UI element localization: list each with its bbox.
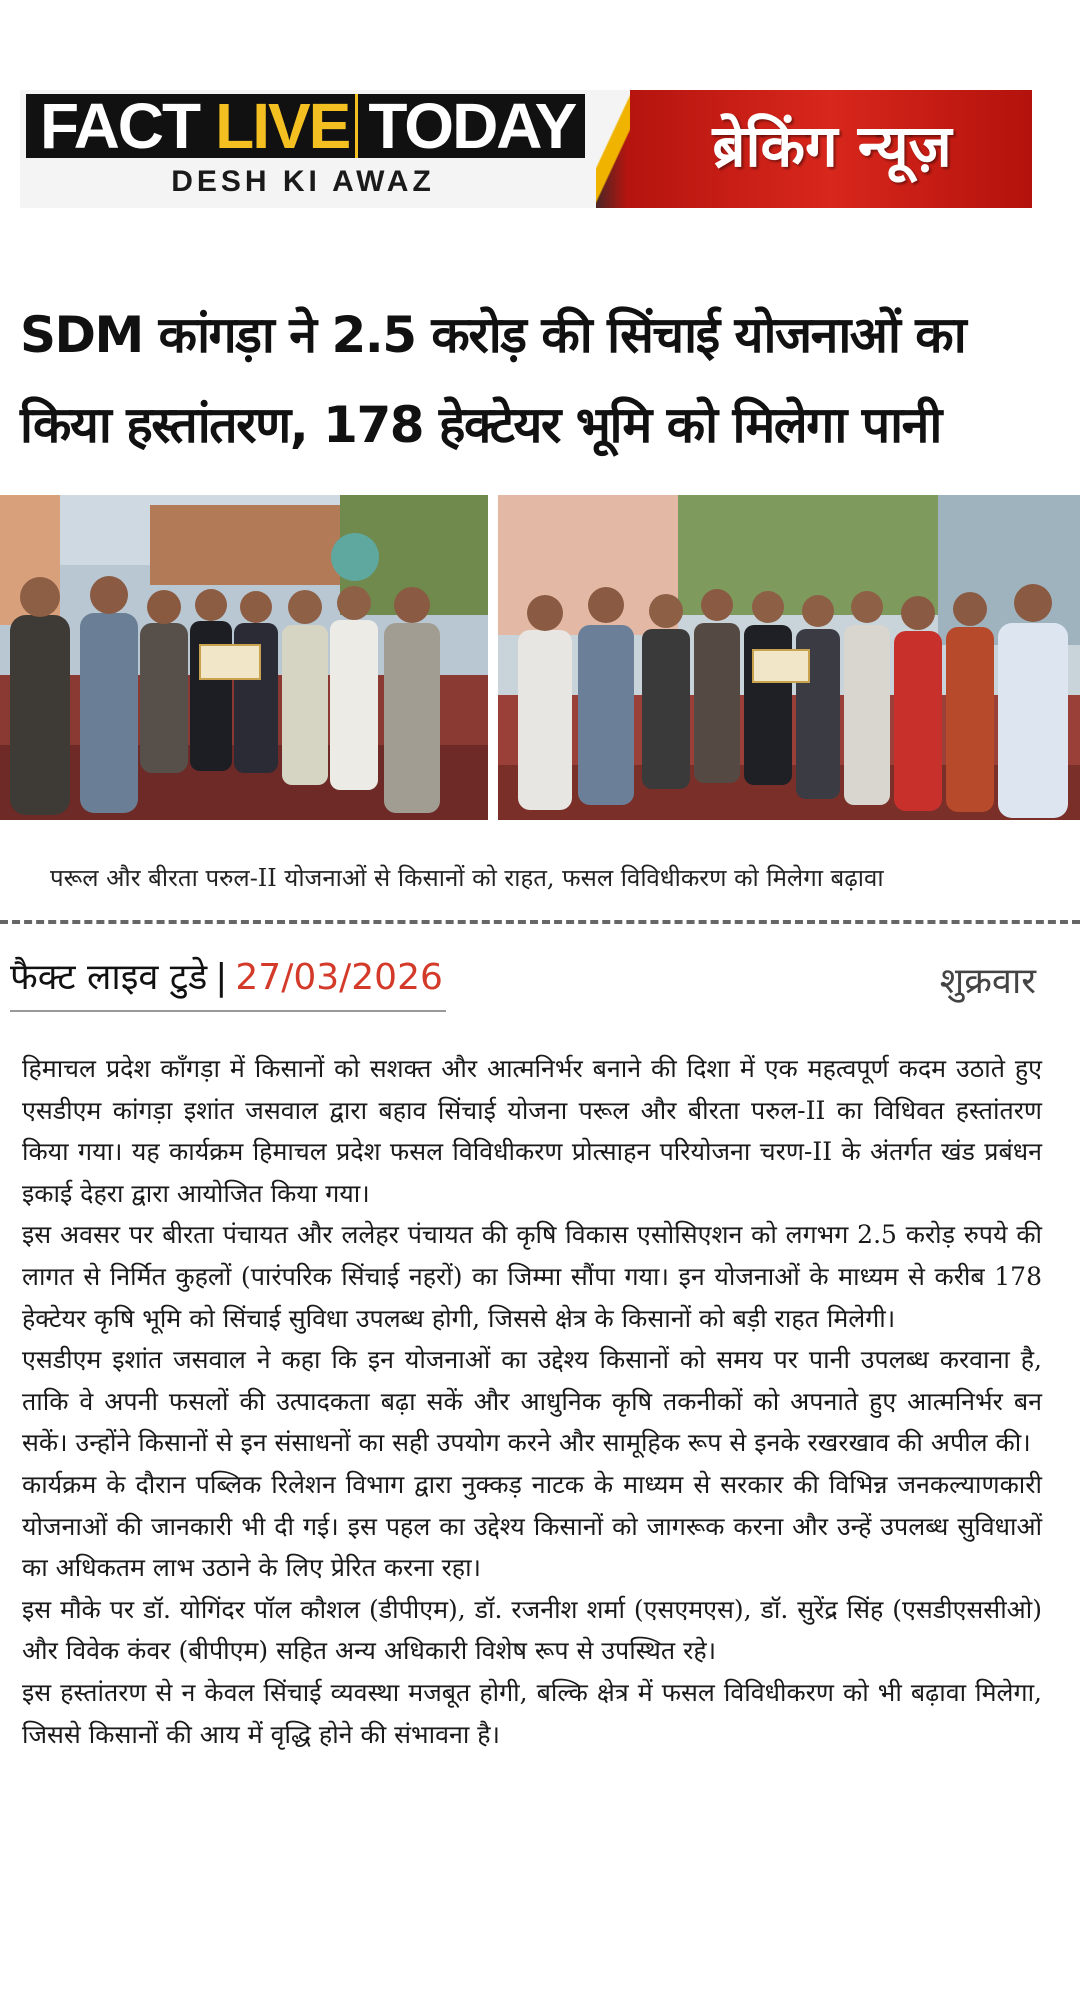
event-photo-right	[498, 495, 1080, 820]
byline-date: 27/03/2026	[235, 957, 443, 998]
section-divider	[0, 920, 1080, 924]
photo-caption: परूल और बीरता परुल-II योजनाओं से किसानों को राहत, फसल विविधीकरण को मिलेगा बढ़ावा	[50, 864, 884, 892]
event-photo-left	[0, 495, 488, 820]
article-paragraph: इस अवसर पर बीरता पंचायत और ललेहर पंचायत की कृषि विकास एसोसिएशन को लगभग 2.5 करोड़ रुपये की लागत से निर्मित कुहलों (पारंपरिक सिंचाई नहरों) का जिम्मा सौंपा गया। इन योजनाओं के माध्यम से करीब 178 हेक्टेयर कृषि भूमि को सिंचाई सुविधा उपलब्ध होगी, जिससे क्षेत्र के किसानों को बड़ी राहत मिलेगी।	[22, 1220, 1042, 1333]
breaking-news-label: ब्रेकिंग न्यूज़	[712, 112, 952, 180]
group-photo-illustration	[498, 495, 1080, 820]
byline-weekday: शुक्रवार	[939, 961, 1036, 1002]
masthead-banner	[20, 90, 1032, 208]
brand-tagline: DESH KI AWAZ	[171, 165, 435, 198]
byline-separator: |	[215, 957, 228, 998]
group-photo-illustration	[0, 495, 488, 820]
byline-source: फैक्ट लाइव टुडे	[10, 957, 208, 998]
byline	[10, 948, 443, 1008]
brand-panel	[20, 90, 596, 208]
article-paragraph: कार्यक्रम के दौरान पब्लिक रिलेशन विभाग द्वारा नुक्कड़ नाटक के माध्यम से सरकार की विभिन्न जनकल्याणकारी योजनाओं की जानकारी भी दी गई। इस पहल का उद्देश्य किसानों को जागरूक करना और उन्हें उपलब्ध सुविधाओं का अधिकतम लाभ उठाने के लिए प्रेरित करना रहा।	[22, 1469, 1042, 1583]
article-paragraph: हिमाचल प्रदेश काँगड़ा में किसानों को सशक्त और आत्मनिर्भर बनाने की दिशा में एक महत्वपूर्ण कदम उठाते हुए एसडीएम कांगड़ा इशांत जसवाल द्वारा बहाव सिंचाई योजना परूल और बीरता परुल-II का विधिवत हस्तांतरण किया गया। यह कार्यक्रम हिमाचल प्रदेश फसल विविधीकरण प्रोत्साहन परियोजना चरण-II के अंतर्गत खंड प्रबंधन इकाई देहरा द्वारा आयोजित किया गया।	[22, 1054, 1042, 1208]
article-headline: SDM कांगड़ा ने 2.5 करोड़ की सिंचाई योजनाओं का किया हस्तांतरण, 178 हेक्टेयर भूमि को मिलेगा पानी	[20, 306, 966, 454]
article-paragraph: इस हस्तांतरण से न केवल सिंचाई व्यवस्था मजबूत होगी, बल्कि क्षेत्र में फसल विविधीकरण को भी बढ़ावा मिलेगा, जिससे किसानों की आय में वृद्धि होने की संभावना है।	[22, 1677, 1042, 1749]
brand-live-word: LIVE	[209, 94, 355, 158]
banner-stripe-divider	[596, 90, 630, 208]
article-body	[22, 1048, 1042, 1755]
brand-today-word: TODAY	[355, 94, 585, 158]
brand-logo	[26, 90, 585, 162]
byline-underline	[10, 1010, 446, 1012]
article-paragraph: एसडीएम इशांत जसवाल ने कहा कि इन योजनाओं का उद्देश्य किसानों को समय पर पानी उपलब्ध करवाना है, ताकि वे अपनी फसलों की उत्पादकता बढ़ा सकें और आधुनिक कृषि तकनीकों को अपनाते हुए आत्मनिर्भर बन सकें। उन्होंने किसानों से इन संसाधनों का सही उपयोग करने और सामूहिक रूप से इनके रखरखाव की अपील की।	[22, 1345, 1042, 1458]
article-paragraph: इस मौके पर डॉ. योगिंदर पॉल कौशल (डीपीएम), डॉ. रजनीश शर्मा (एसएमएस), डॉ. सुरेंद्र सिंह (एसडीएससीओ) और विवेक कंवर (बीपीएम) सहित अन्य अधिकारी विशेष रूप से उपस्थित रहे।	[22, 1594, 1042, 1666]
brand-fact-word: FACT	[26, 94, 209, 158]
